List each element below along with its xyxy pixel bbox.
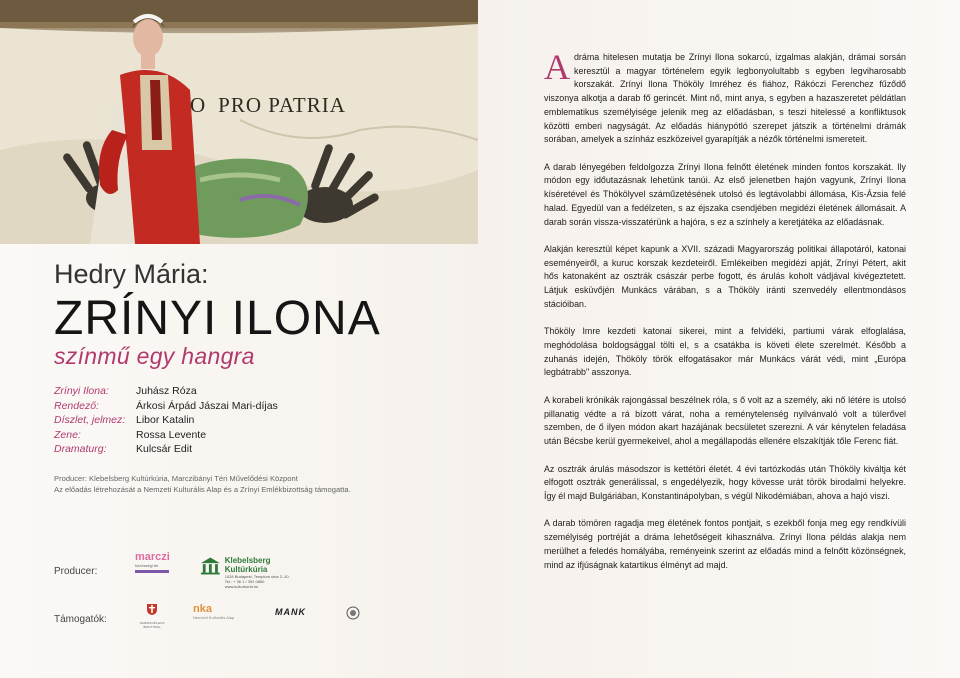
credit-row	[54, 428, 278, 443]
credit-row	[54, 413, 278, 428]
coat-of-arms-logo	[132, 602, 172, 629]
body-paragraph: A darab lényegében feldolgozza Zrínyi Ilona felnőtt életének minden fontos korszakát. Ily módon egy időutazásnak lehetünk tanúi. Az első jelenetben hajón vagyunk, Zrínyi Ilona kíséretével és Thökölyvel száműzetésének utolsó és legtávolabbi állomása, Kis-Ázsia felé halad. Egyedül van a fedélzeten, s az éjszaka csendjében megidézi életének állomásait. A darab során vissza-visszatérünk a hajóra, s ez a színhely a keretjátéka az előadásnak.	[544, 161, 906, 227]
play-title: ZRÍNYI ILONA	[54, 292, 381, 345]
body-text	[544, 47, 906, 586]
seal-sub: SAMSON ÉS ECS BIZOTTSÁG	[139, 621, 165, 629]
credits-list	[54, 384, 278, 457]
kk-logo-phone: Tel.: + 36 1 / 392 0860	[224, 579, 265, 584]
mank-logo: MANK	[275, 607, 306, 617]
credit-person: Libor Katalin	[136, 414, 195, 427]
body-paragraph: Alakján keresztül képet kapunk a XVII. századi Magyarország politikai állapotáról, katonai eseményeiről, a kuruc korszak kezdeteiről. Emlékeiben megidézi apját, Zrínyi Pétert, akit hős katonaként az osztrák császár perbe fogott, és árulás koholt vádjával kivégeztetett. Látjuk esküvőjén Munkács várában, s a Thököly iránti szenvedély ellentmondásos stációiban.	[544, 244, 906, 309]
body-paragraph: A darab tömören ragadja meg életének fontos pontjait, s ezekből fonja meg egy rendkívüli személyiség portréját a dráma lehetőségeit kihasználva. Zrínyi Ilona példás alakja nem merülhet a feledés homályába, reményeink szerint az előadás mind a felnőtt közönségnek, mind az ifjúságnak katartikus élményt ad majd.	[544, 518, 906, 570]
dropcap: A	[544, 47, 570, 87]
credit-role: Zene:	[54, 428, 81, 441]
credit-role: Zrínyi Ilona:	[54, 385, 109, 397]
kulturkuria-logo	[200, 556, 310, 589]
body-paragraph: Az osztrák árulás másodszor is kettétöri életét. 4 évi tartózkodás után Thököly kiváltja két elfogott osztrák generálissal, s engedélyezik, hogy kövesse urát török birodalmi helyekre. Így él majd Bulgáriában, Konstantinápolyban, s végül Nikodémiában, ahova a hajó viszi.	[544, 463, 906, 501]
stage-photo	[0, 0, 478, 244]
banner-motto: O PRO PATRIA	[190, 93, 346, 117]
building-icon	[200, 556, 221, 576]
coat-of-arms-icon	[146, 602, 158, 616]
kk-logo-web: www.kulturkuria.hu	[224, 584, 259, 589]
credit-row	[54, 384, 278, 399]
credit-row	[54, 442, 278, 457]
body-paragraph: A dráma hitelesen mutatja be Zrínyi Ilona sokarcú, izgalmas alakján, drámai sorsán keresztül a magyar történelem egyik legbonyolultabb s egyben legviharosabb korszakát. Zrínyi Ilona Thököly Imréhez és fiához, Rákóczi Ferenchez fűződő viszonya alkotja a darab fő gerincét. Mint nő, mint anya, s egyben a hazaszeretet példátlan emblematikus személyisége jelenik meg az előadásban, s teszi hitelessé a konfliktusok közötti emberi nagyságát. Az előadás hiánypótló szerepet játszik a történelmi drámák sorában, amelyek a színház eszközeivel gyarapítják a nézők történelmi ismereteit.	[544, 47, 906, 145]
body-paragraph: A korabeli krónikák rajongással beszélnek róla, s ő volt az a személy, aki nő létére is utolsó pillanatig védte a rá bízott várat, noha a reménytelenség nyilvánvaló volt a túlerővel szemben, de ő ilyen módon akart hazájának becsületet szerezni. A vár kénytelen feladása után Bécsbe kerül gyermekeivel, ahol a megállapodás ellenére elszakítják tőle Ferenc fiát.	[544, 394, 906, 447]
body-paragraph: Thököly Imre kezdeti katonai sikerei, mint a felvidéki, partiumi várak elfoglalása, meghódolása boldogsággal tölti el, s a csatákba is követi élete szerelmét. Később a zuhanás idején, Thököly török elfogatásakor már Munkács várát védi, mint „Európa legbátrabb" asszonya.	[544, 326, 906, 378]
marczi-logo-sub: közösségi tér	[135, 563, 159, 568]
support-note-line: Az előadás létrehozását a Nemzeti Kulturális Alap és a Zrínyi Emlékbizottság támogatta.	[54, 485, 351, 494]
credit-row	[54, 399, 278, 414]
kk-logo-title: Klebelsberg Kultúrkúria	[224, 556, 271, 574]
round-seal-logo	[346, 606, 360, 620]
nka-logo-text: nka	[193, 603, 212, 615]
play-subtitle: színmű egy hangra	[54, 343, 255, 369]
credit-person: Rossa Levente	[136, 428, 207, 441]
round-seal-icon	[346, 606, 360, 620]
marczi-logo	[135, 552, 175, 578]
credit-person: Kulcsár Edit	[136, 443, 193, 456]
credit-role: Rendező:	[54, 399, 99, 412]
credit-role: Dramaturg:	[54, 443, 107, 456]
nka-logo	[193, 604, 253, 626]
credit-person: Árkosi Árpád Jászai Mari-díjas	[136, 399, 278, 412]
producer-note-line: Producer: Klebelsberg Kultúrkúria, Marczibányi Téri Művelődési Központ	[54, 474, 298, 483]
credit-role: Díszlet, jelmez:	[54, 414, 126, 427]
producer-label: Producer:	[54, 566, 98, 577]
supporters-label: Támogatók:	[54, 614, 107, 625]
author-name: Hedry Mária:	[54, 259, 209, 289]
producer-note	[54, 473, 351, 495]
kk-logo-address: 1028 Budapest, Templom utca 2–10.	[224, 574, 290, 579]
marczi-logo-text: marczi	[135, 551, 170, 563]
credit-person: Juhász Róza	[136, 385, 197, 397]
nka-logo-sub: Nemzeti Kulturális Alap	[193, 615, 235, 620]
stage-illustration	[0, 0, 478, 244]
